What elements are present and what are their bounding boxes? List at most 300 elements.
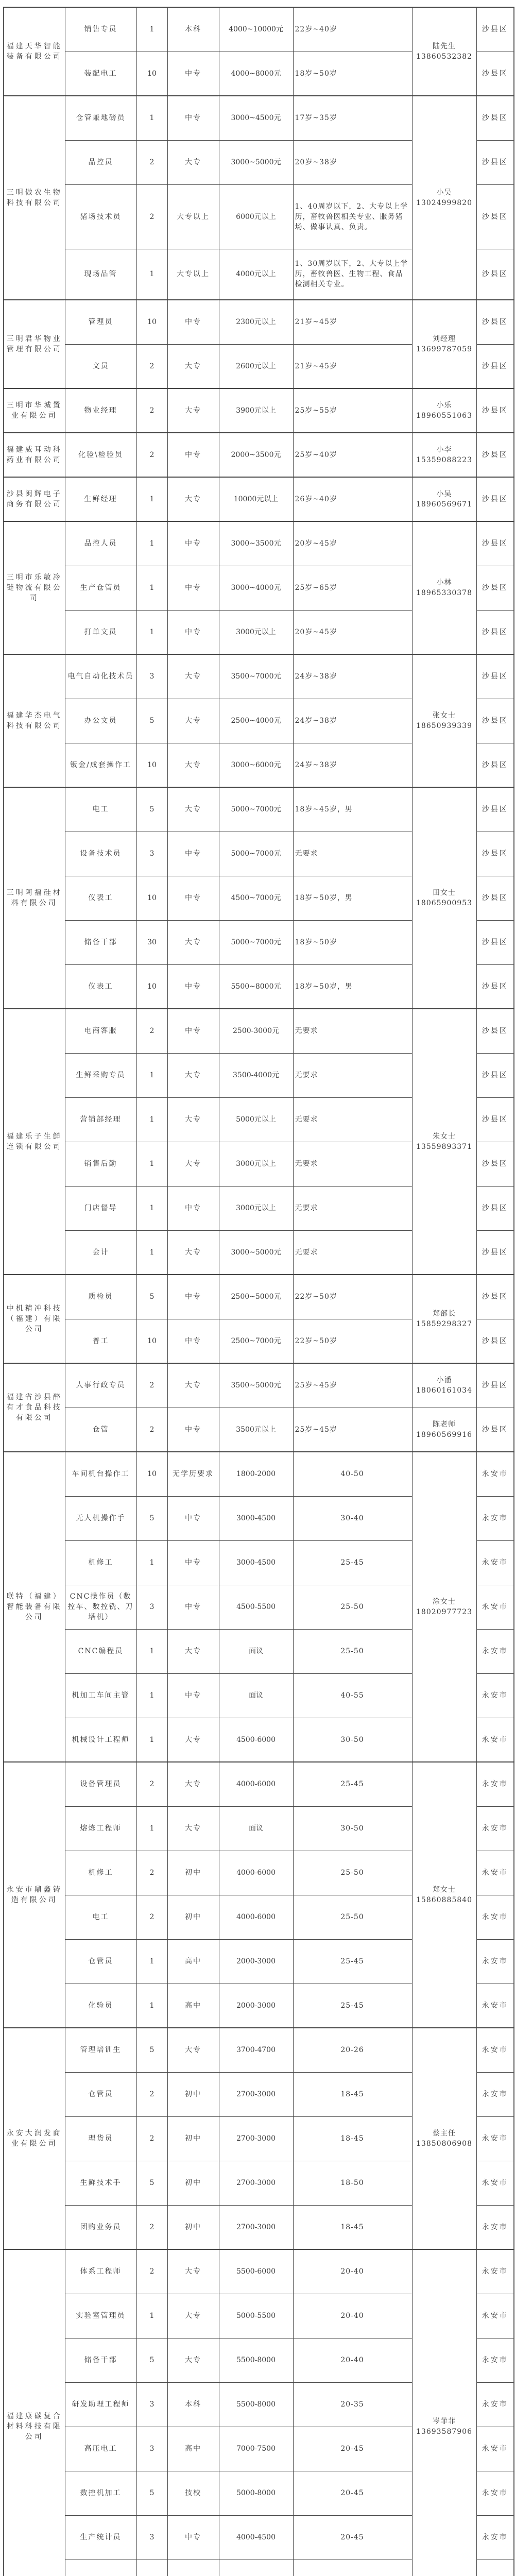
education-requirement: 中专 [167, 1585, 219, 1629]
education-requirement: 中专 [167, 1275, 219, 1319]
headcount: 5 [136, 2161, 167, 2205]
job-requirement: 1、40周岁以下，2、大专以上学历，畜牧兽医相关专业、服务猪场、做事认真、负责。 [293, 184, 412, 249]
headcount: 1 [136, 610, 167, 654]
salary-range: 3000~5000元 [219, 140, 293, 184]
salary-range: 面议 [219, 1806, 293, 1851]
work-location: 沙县区 [476, 920, 514, 964]
work-location: 沙县区 [476, 654, 514, 699]
education-requirement: 中专 [167, 610, 219, 654]
table-row [4, 787, 514, 832]
job-title: 品控员 [65, 140, 136, 184]
contact-person: 小李 15359088223 [412, 433, 476, 477]
salary-range: 1800-2000 [219, 1452, 293, 1496]
job-title: 机械设计工程师 [65, 1718, 136, 1762]
job-requirement: 25岁~55岁 [293, 388, 412, 433]
job-requirement: 26岁~40岁 [293, 477, 412, 521]
job-title: 理货员 [65, 2116, 136, 2161]
work-location: 永安市 [476, 1452, 514, 1496]
work-location: 沙县区 [476, 610, 514, 654]
job-title: 办公文员 [65, 699, 136, 743]
contact-person: 刘经理 13699787059 [412, 300, 476, 388]
work-location: 沙县区 [476, 52, 514, 96]
education-requirement: 大专 [167, 1230, 219, 1275]
job-title: 生鲜采购专员 [65, 1053, 136, 1097]
job-title: 电气自动化技术员 [65, 654, 136, 699]
salary-range: 面议 [219, 1629, 293, 1673]
work-location: 沙县区 [476, 832, 514, 876]
company-name: 三明君华物业管理有限公司 [4, 300, 65, 388]
job-requirement: 25-45 [293, 1939, 412, 1984]
work-location: 沙县区 [476, 1230, 514, 1275]
headcount: 1 [136, 1097, 167, 1142]
education-requirement: 技校 [167, 2471, 219, 2515]
headcount: 10 [136, 743, 167, 787]
table-row [4, 300, 514, 344]
job-requirement: 20岁~38岁 [293, 140, 412, 184]
work-location: 沙县区 [476, 7, 514, 52]
job-requirement: 18-45 [293, 2116, 412, 2161]
job-requirement: 18-45 [293, 2205, 412, 2249]
work-location: 沙县区 [476, 344, 514, 388]
education-requirement: 初中 [167, 2205, 219, 2249]
work-location: 永安市 [476, 1718, 514, 1762]
headcount: 5 [136, 699, 167, 743]
company-name: 福建华杰电气科技有限公司 [4, 654, 65, 787]
job-title: 实验室管理员 [65, 2294, 136, 2338]
education-requirement: 中专 [167, 964, 219, 1009]
salary-range: 2000-3000 [219, 1939, 293, 1984]
contact-person: 小林 18965330378 [412, 521, 476, 654]
work-location: 沙县区 [476, 184, 514, 249]
job-requirement: 25-45 [293, 1762, 412, 1806]
education-requirement: 大专以上 [167, 249, 219, 300]
company-name: 三明阿福硅材料有限公司 [4, 787, 65, 1009]
education-requirement: 大专 [167, 2294, 219, 2338]
work-location: 永安市 [476, 1585, 514, 1629]
contact-person: 陆先生 13860532382 [412, 7, 476, 96]
work-location: 永安市 [476, 1762, 514, 1806]
education-requirement: 中专 [167, 566, 219, 610]
job-title: 现场品管 [65, 249, 136, 300]
salary-range: 2600元以上 [219, 344, 293, 388]
salary-range: 2500~7000元 [219, 1319, 293, 1363]
work-location: 永安市 [476, 1673, 514, 1718]
job-title: 高压电工 [65, 2427, 136, 2471]
headcount: 30 [136, 920, 167, 964]
education-requirement: 中专 [167, 1319, 219, 1363]
salary-range: 4000-6000 [219, 1851, 293, 1895]
table-row [4, 433, 514, 477]
job-title: 体系工程师 [65, 2249, 136, 2294]
job-requirement: 20-26 [293, 2028, 412, 2072]
salary-range: 4000-6000 [219, 1895, 293, 1939]
job-requirement: 24岁~38岁 [293, 743, 412, 787]
job-title [65, 2560, 136, 2576]
education-requirement: 中专 [167, 1673, 219, 1718]
job-requirement: 无要求 [293, 1097, 412, 1142]
job-requirement: 25-50 [293, 1851, 412, 1895]
headcount: 2 [136, 2072, 167, 2116]
job-requirement: 18岁~50岁 [293, 920, 412, 964]
salary-range: 6000元以上 [219, 184, 293, 249]
work-location: 永安市 [476, 1806, 514, 1851]
job-title: CNC编程员 [65, 1629, 136, 1673]
education-requirement: 大专 [167, 140, 219, 184]
headcount: 5 [136, 2338, 167, 2382]
work-location: 沙县区 [476, 300, 514, 344]
headcount: 5 [136, 787, 167, 832]
salary-range: 4500-5500 [219, 1585, 293, 1629]
company-name: 永安大润发商业有限公司 [4, 2028, 65, 2249]
work-location: 永安市 [476, 2249, 514, 2294]
education-requirement: 中专 [167, 2515, 219, 2560]
job-requirement: 30-50 [293, 1718, 412, 1762]
job-requirement: 20-35 [293, 2382, 412, 2427]
education-requirement: 初中 [167, 2072, 219, 2116]
company-name: 福建乐子生鲜连锁有限公司 [4, 1009, 65, 1275]
education-requirement: 中专 [167, 300, 219, 344]
education-requirement: 大专 [167, 344, 219, 388]
education-requirement: 高中 [167, 1984, 219, 2028]
job-requirement: 18岁~45岁，男 [293, 787, 412, 832]
work-location: 永安市 [476, 2161, 514, 2205]
work-location: 永安市 [476, 1939, 514, 1984]
education-requirement: 本科 [167, 2382, 219, 2427]
education-requirement: 大专 [167, 699, 219, 743]
work-location: 永安市 [476, 2515, 514, 2560]
work-location: 沙县区 [476, 249, 514, 300]
job-requirement: 21岁~45岁 [293, 300, 412, 344]
education-requirement: 中专 [167, 52, 219, 96]
job-title: 储备干部 [65, 2338, 136, 2382]
salary-range: 10000元以上 [219, 477, 293, 521]
salary-range: 3000元以上 [219, 1186, 293, 1230]
education-requirement: 大专 [167, 1142, 219, 1186]
work-location [476, 2560, 514, 2576]
job-title: 团购业务员 [65, 2205, 136, 2249]
work-location: 永安市 [476, 1540, 514, 1585]
job-title: 设备技术员 [65, 832, 136, 876]
headcount: 10 [136, 52, 167, 96]
education-requirement: 中专 [167, 433, 219, 477]
work-location: 永安市 [476, 2205, 514, 2249]
work-location: 沙县区 [476, 1275, 514, 1319]
company-name: 福建省沙县醉有才食品科技有限公司 [4, 1363, 65, 1452]
salary-range: 5500-8000 [219, 2382, 293, 2427]
contact-person: 小乐 18960551063 [412, 388, 476, 433]
job-listing-document [3, 7, 513, 2576]
work-location: 永安市 [476, 2294, 514, 2338]
job-requirement: 25岁~40岁 [293, 433, 412, 477]
headcount: 5 [136, 2471, 167, 2515]
headcount: 2 [136, 1009, 167, 1053]
work-location: 沙县区 [476, 96, 514, 140]
table-row [4, 1408, 514, 1452]
education-requirement: 大专 [167, 2028, 219, 2072]
work-location: 永安市 [476, 2471, 514, 2515]
contact-person: 陈老师 18960569916 [412, 1408, 476, 1452]
headcount: 1 [136, 1984, 167, 2028]
education-requirement: 中专 [167, 96, 219, 140]
company-name: 三明市华城置业有限公司 [4, 388, 65, 433]
education-requirement: 中专 [167, 1009, 219, 1053]
salary-range: 3000~5000元 [219, 1230, 293, 1275]
job-title: 管理培训生 [65, 2028, 136, 2072]
education-requirement: 大专 [167, 1806, 219, 1851]
job-requirement: 25-45 [293, 1540, 412, 1585]
salary-range: 3500~7000元 [219, 654, 293, 699]
table-row [4, 388, 514, 433]
job-requirement [293, 2560, 412, 2576]
salary-range: 4000元以上 [219, 249, 293, 300]
salary-range: 2700-3000 [219, 2072, 293, 2116]
job-requirement: 18-45 [293, 2072, 412, 2116]
education-requirement: 中专 [167, 1496, 219, 1540]
work-location: 永安市 [476, 2338, 514, 2382]
company-name: 福建威耳动科药业有限公司 [4, 433, 65, 477]
work-location: 沙县区 [476, 1363, 514, 1408]
headcount: 2 [136, 433, 167, 477]
headcount: 2 [136, 388, 167, 433]
work-location: 沙县区 [476, 566, 514, 610]
job-requirement: 25-45 [293, 1984, 412, 2028]
salary-range: 2500~5000元 [219, 1275, 293, 1319]
salary-range: 5500-8000 [219, 2338, 293, 2382]
table-row [4, 477, 514, 521]
headcount: 1 [136, 1230, 167, 1275]
contact-person: 田女士 18065900953 [412, 787, 476, 1009]
salary-range: 5000元以上 [219, 1097, 293, 1142]
job-requirement: 40-55 [293, 1673, 412, 1718]
work-location: 沙县区 [476, 477, 514, 521]
headcount: 10 [136, 964, 167, 1009]
education-requirement: 大专 [167, 920, 219, 964]
headcount: 3 [136, 654, 167, 699]
salary-range: 2700-3000 [219, 2205, 293, 2249]
education-requirement: 初中 [167, 1895, 219, 1939]
job-requirement: 18岁~50岁，男 [293, 876, 412, 920]
salary-range: 5000~7000元 [219, 832, 293, 876]
work-location: 沙县区 [476, 743, 514, 787]
work-location: 永安市 [476, 1851, 514, 1895]
job-requirement: 22岁~50岁 [293, 1275, 412, 1319]
headcount: 3 [136, 2382, 167, 2427]
job-title: 品控人员 [65, 521, 136, 566]
job-title: 生产仓管员 [65, 566, 136, 610]
headcount: 2 [136, 344, 167, 388]
job-requirement: 无要求 [293, 1009, 412, 1053]
salary-range: 2300元以上 [219, 300, 293, 344]
salary-range: 3000~6000元 [219, 743, 293, 787]
job-table-body [4, 7, 514, 2576]
table-row [4, 1363, 514, 1408]
job-title: 装配电工 [65, 52, 136, 96]
salary-range [219, 2560, 293, 2576]
job-title: 仓管兼地磅员 [65, 96, 136, 140]
work-location: 永安市 [476, 2072, 514, 2116]
salary-range: 4000-6000 [219, 1762, 293, 1806]
job-title: 会计 [65, 1230, 136, 1275]
job-requirement: 18岁~50岁 [293, 52, 412, 96]
headcount: 1 [136, 1142, 167, 1186]
headcount: 2 [136, 1851, 167, 1895]
headcount: 1 [136, 1939, 167, 1984]
salary-range: 3000-4500 [219, 1540, 293, 1585]
salary-range: 2000~3500元 [219, 433, 293, 477]
headcount: 1 [136, 566, 167, 610]
work-location: 永安市 [476, 1629, 514, 1673]
job-requirement: 24岁~38岁 [293, 699, 412, 743]
job-title: 化验员 [65, 1984, 136, 2028]
education-requirement: 大专 [167, 1629, 219, 1673]
headcount: 1 [136, 7, 167, 52]
work-location: 沙县区 [476, 388, 514, 433]
headcount: 3 [136, 1585, 167, 1629]
job-title: 猪场技术员 [65, 184, 136, 249]
work-location: 沙县区 [476, 1097, 514, 1142]
contact-person: 张女士 18650939339 [412, 654, 476, 787]
education-requirement [167, 2560, 219, 2576]
headcount: 1 [136, 1629, 167, 1673]
salary-range: 2700-3000 [219, 2161, 293, 2205]
job-requirement: 17岁~35岁 [293, 96, 412, 140]
headcount: 5 [136, 1496, 167, 1540]
headcount: 1 [136, 1718, 167, 1762]
headcount: 1 [136, 1673, 167, 1718]
salary-range: 4000-4500 [219, 2515, 293, 2560]
work-location: 永安市 [476, 1984, 514, 2028]
work-location: 沙县区 [476, 699, 514, 743]
job-title: 仓管员 [65, 1939, 136, 1984]
company-name: 三明傲农生物科技有限公司 [4, 96, 65, 300]
education-requirement: 大专 [167, 654, 219, 699]
job-title: 设备管理员 [65, 1762, 136, 1806]
education-requirement: 大专 [167, 1097, 219, 1142]
job-title: 无人机操作手 [65, 1496, 136, 1540]
salary-range: 5500-6000 [219, 2249, 293, 2294]
headcount: 2 [136, 2116, 167, 2161]
job-requirement: 20-40 [293, 2338, 412, 2382]
table-row [4, 1762, 514, 1806]
education-requirement: 大专以上 [167, 184, 219, 249]
job-requirement: 无要求 [293, 1186, 412, 1230]
job-requirement: 1、30周岁以下，2、大专以上学历，畜牧兽医、生物工程、食品检测相关专业。 [293, 249, 412, 300]
education-requirement: 大专 [167, 388, 219, 433]
work-location: 沙县区 [476, 964, 514, 1009]
education-requirement: 中专 [167, 832, 219, 876]
salary-range: 5000~7000元 [219, 787, 293, 832]
company-name: 福建康碳复合材料科技有限公司 [4, 2249, 65, 2576]
contact-person: 朱女士 13559893371 [412, 1009, 476, 1275]
education-requirement: 中专 [167, 521, 219, 566]
job-title: 电商客服 [65, 1009, 136, 1053]
job-title: 熔炼工程师 [65, 1806, 136, 1851]
salary-range: 2500~4000元 [219, 699, 293, 743]
education-requirement: 大专 [167, 1762, 219, 1806]
table-row [4, 2249, 514, 2294]
company-name: 中机精冲科技（福建）有限公司 [4, 1275, 65, 1363]
job-requirement: 24岁~38岁 [293, 654, 412, 699]
job-title: 仓管 [65, 1408, 136, 1452]
table-row [4, 1452, 514, 1496]
salary-range: 7000-7500 [219, 2427, 293, 2471]
job-requirement: 20-45 [293, 2427, 412, 2471]
work-location: 永安市 [476, 2116, 514, 2161]
job-requirement: 20-45 [293, 2471, 412, 2515]
education-requirement: 中专 [167, 1540, 219, 1585]
job-title: 研发助理工程师 [65, 2382, 136, 2427]
work-location: 沙县区 [476, 140, 514, 184]
job-title: 车间机台操作工 [65, 1452, 136, 1496]
work-location: 沙县区 [476, 876, 514, 920]
headcount: 2 [136, 1895, 167, 1939]
job-requirement: 20岁~45岁 [293, 610, 412, 654]
education-requirement: 无学历要求 [167, 1452, 219, 1496]
salary-range: 3500-4000元 [219, 1053, 293, 1097]
salary-range: 3900元以上 [219, 388, 293, 433]
contact-person: 岑菲菲 13693587906 [412, 2249, 476, 2576]
work-location: 沙县区 [476, 1053, 514, 1097]
education-requirement: 大专 [167, 743, 219, 787]
salary-range: 3500~5000元 [219, 1363, 293, 1408]
job-requirement: 25-50 [293, 1585, 412, 1629]
job-requirement: 25岁~65岁 [293, 566, 412, 610]
job-requirement: 25岁~45岁 [293, 1408, 412, 1452]
job-title: 仪表工 [65, 876, 136, 920]
job-requirement: 25-50 [293, 1629, 412, 1673]
job-title: 数控机加工 [65, 2471, 136, 2515]
job-title: 管理员 [65, 300, 136, 344]
table-row [4, 2028, 514, 2072]
work-location: 永安市 [476, 1895, 514, 1939]
headcount: 1 [136, 477, 167, 521]
headcount: 10 [136, 1452, 167, 1496]
job-title: 销售专员 [65, 7, 136, 52]
headcount: 1 [136, 521, 167, 566]
headcount: 1 [136, 1806, 167, 1851]
company-name: 永安市鼎鑫铸造有限公司 [4, 1762, 65, 2028]
job-requirement: 20-45 [293, 2515, 412, 2560]
job-requirement: 18岁~50岁，男 [293, 964, 412, 1009]
salary-range: 5000-5500 [219, 2294, 293, 2338]
contact-person: 郑部长 15859298327 [412, 1275, 476, 1363]
job-requirement: 20-40 [293, 2249, 412, 2294]
job-title: 生产统计员 [65, 2515, 136, 2560]
table-row [4, 96, 514, 140]
headcount [136, 2560, 167, 2576]
job-requirement: 无要求 [293, 1142, 412, 1186]
job-requirement: 20岁~45岁 [293, 521, 412, 566]
work-location: 永安市 [476, 1496, 514, 1540]
contact-person: 涂女士 18020977723 [412, 1452, 476, 1762]
contact-person: 蔡主任 13850806908 [412, 2028, 476, 2249]
table-row [4, 521, 514, 566]
headcount: 2 [136, 1363, 167, 1408]
work-location: 沙县区 [476, 1408, 514, 1452]
job-title: 电工 [65, 1895, 136, 1939]
headcount: 2 [136, 2205, 167, 2249]
table-row [4, 7, 514, 52]
work-location: 永安市 [476, 2427, 514, 2471]
contact-person: 小吴 13024999820 [412, 96, 476, 300]
job-title: 门店督导 [65, 1186, 136, 1230]
headcount: 10 [136, 876, 167, 920]
education-requirement: 大专 [167, 477, 219, 521]
job-requirement: 22岁~50岁 [293, 1319, 412, 1363]
work-location: 沙县区 [476, 787, 514, 832]
education-requirement: 高中 [167, 2427, 219, 2471]
salary-range: 3000~4000元 [219, 566, 293, 610]
